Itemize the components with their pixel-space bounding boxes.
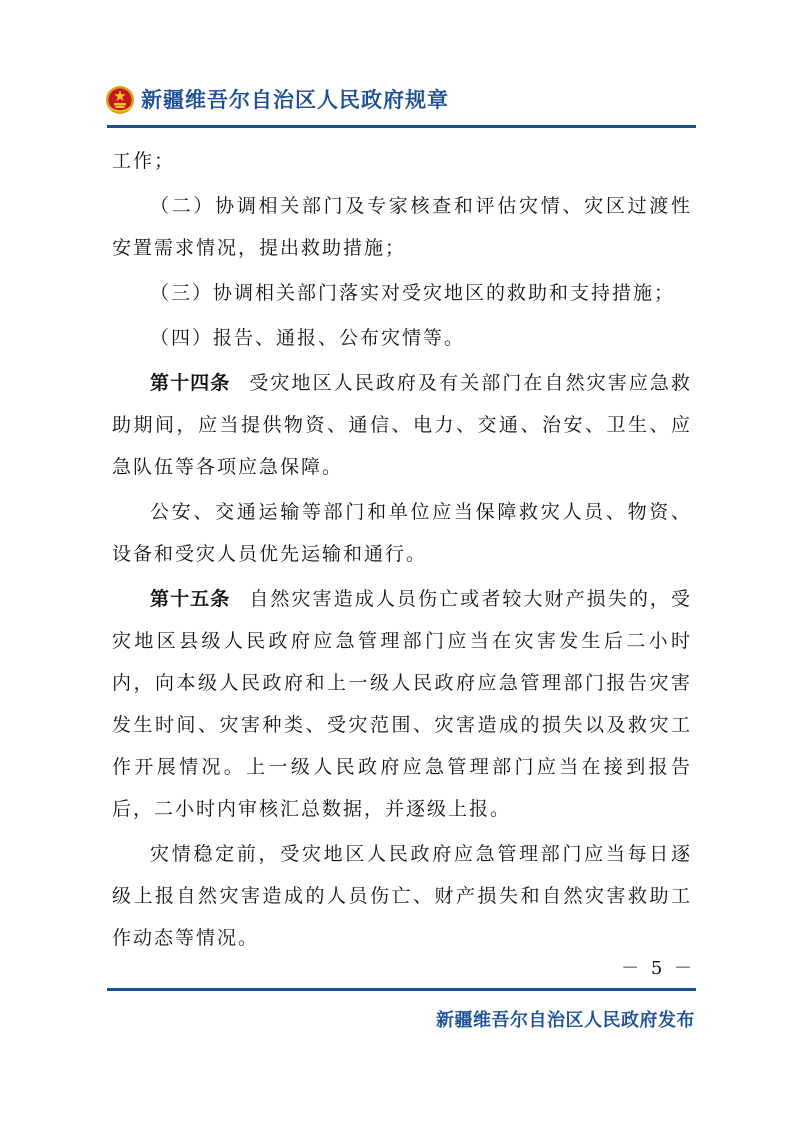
article-14-number: 第十四条 xyxy=(150,372,231,394)
article-14-text: 受灾地区人民政府及有关部门在自然灾害应急救助期间，应当提供物资、通信、电力、交通、治安、卫生、应急队伍等各项应急保障。 xyxy=(112,372,692,478)
paragraph-item-2: （二）协调相关部门及专家核查和评估灾情、灾区过渡性安置需求情况，提出救助措施； xyxy=(112,195,692,259)
paragraph-continuation: 工作； xyxy=(112,150,176,172)
footer-divider xyxy=(107,988,696,991)
header-divider xyxy=(107,125,696,128)
article-15 xyxy=(112,578,692,830)
article-15-number: 第十五条 xyxy=(150,588,231,610)
header-title: 新疆维吾尔自治区人民政府规章 xyxy=(141,88,449,112)
article-15-paragraph-2: 灾情稳定前，受灾地区人民政府应急管理部门应当每日逐级上报自然灾害造成的人员伤亡、财产损失和自然灾害救助工作动态等情况。 xyxy=(112,843,692,949)
article-14 xyxy=(112,362,692,488)
article-15-text: 自然灾害造成人员伤亡或者较大财产损失的，受灾地区县级人民政府应急管理部门应当在灾害发生后二小时内，向本级人民政府和上一级人民政府应急管理部门报告灾害发生时间、灾害种类、受灾范围、灾害造成的损失以及救灾工作开展情况。上一级人民政府应急管理部门应当在接到报告后，二小时内审核汇总数据，并逐级上报。 xyxy=(112,588,692,820)
page-number: － 5 － xyxy=(621,958,695,979)
paragraph-item-4: （四）报告、通报、公布灾情等。 xyxy=(150,327,466,349)
document-body xyxy=(112,140,692,959)
article-14-paragraph-2: 公安、交通运输等部门和单位应当保障救灾人员、物资、设备和受灾人员优先运输和通行。 xyxy=(112,501,692,565)
national-emblem-icon xyxy=(105,85,135,115)
footer-publisher: 新疆维吾尔自治区人民政府发布 xyxy=(436,1010,695,1031)
paragraph-item-3: （三）协调相关部门落实对受灾地区的救助和支持措施； xyxy=(150,282,676,304)
page-header xyxy=(103,82,703,122)
